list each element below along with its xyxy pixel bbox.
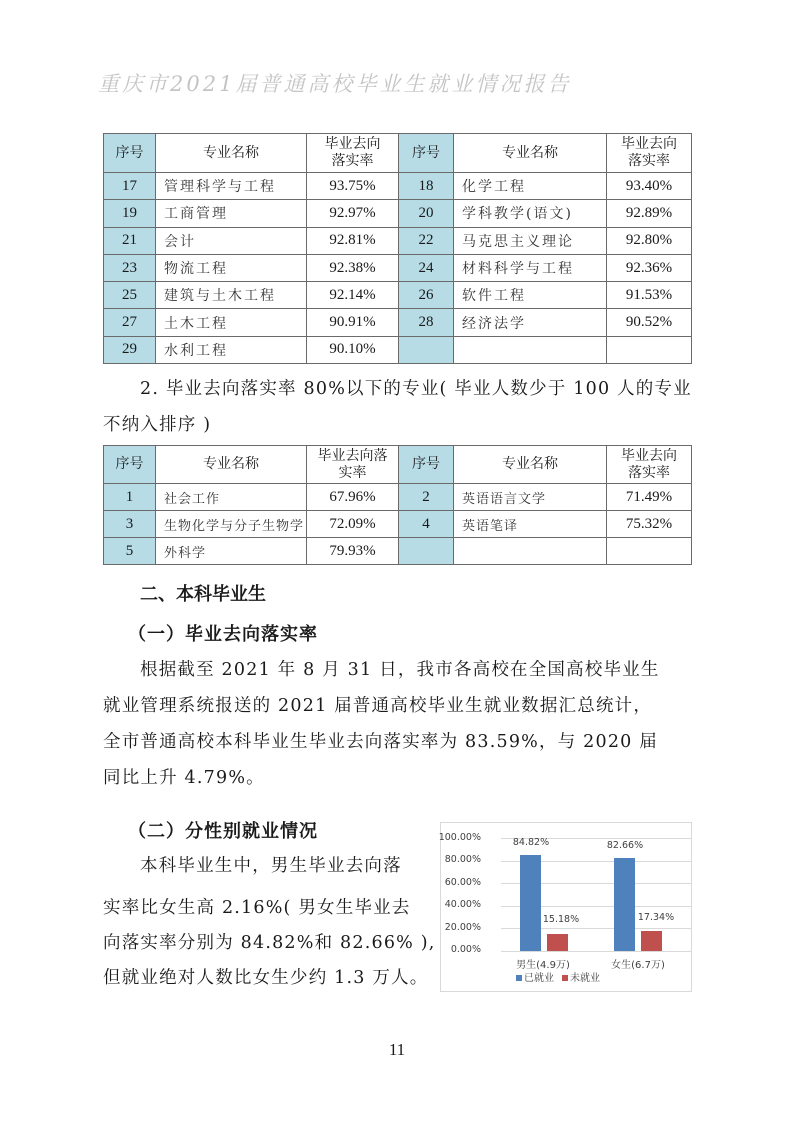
col-header-rate [607,134,692,173]
cell-rate: 90.10% [307,336,399,363]
page-number: 11 [388,1040,406,1059]
header-line: 落实率 [628,464,670,481]
col-header-seq: 序号 [104,134,156,173]
legend-item-employed [516,969,554,984]
cell-major: 会计 [156,227,307,254]
bar-female-unemployed [641,931,662,951]
data-label: 17.34% [637,912,675,923]
majors-rate-table-top [103,133,692,364]
header-line: 落实率 [628,153,670,169]
bar-female-employed [614,858,635,951]
legend-swatch-icon [516,975,522,981]
y-tick: 80.00% [444,854,481,865]
cell-major: 生物化学与分子生物学 [156,511,307,538]
legend-label: 已就业 [524,973,554,984]
section-intro-line2: 不纳入排序 ) [103,415,212,435]
table-row [104,282,692,309]
cell-major: 材料科学与工程 [454,254,607,281]
cell-major [454,538,607,565]
cell-seq: 4 [399,511,454,538]
subsection-heading-gender: （二）分性别就业情况 [128,821,318,842]
cell-seq: 18 [399,173,454,200]
x-axis-line [501,951,691,952]
col-header-seq: 序号 [399,134,454,173]
paragraph-line: 本科毕业生中，男生毕业去向落 [140,856,402,876]
cell-rate: 93.75% [307,173,399,200]
paragraph-line: 实率比女生高 2.16%( 男女生毕业去 [103,898,411,918]
cell-rate: 75.32% [607,511,692,538]
cell-major: 物流工程 [156,254,307,281]
section-intro-line1: 2. 毕业去向落实率 80%以下的专业( 毕业人数少于 100 人的专业 [140,379,692,399]
paragraph-line: 全市普通高校本科毕业生毕业去向落实率为 83.59%，与 2020 届 [103,732,658,752]
table-header-row [104,446,692,484]
table-row [104,200,692,227]
data-label: 15.18% [542,914,580,925]
col-header-seq: 序号 [104,446,156,484]
cell-major: 管理科学与工程 [156,173,307,200]
cell-major: 土木工程 [156,309,307,336]
cell-rate: 93.40% [607,173,692,200]
cell-seq: 17 [104,173,156,200]
cell-seq: 20 [399,200,454,227]
cell-rate: 91.53% [607,282,692,309]
cell-rate: 79.93% [307,538,399,565]
col-header-rate [307,134,399,173]
cell-seq: 1 [104,484,156,511]
cell-rate: 92.97% [307,200,399,227]
cell-rate: 67.96% [307,484,399,511]
cell-major: 社会工作 [156,484,307,511]
cell-rate: 92.36% [607,254,692,281]
cell-major: 建筑与土木工程 [156,282,307,309]
header-line: 实率 [338,464,367,481]
table-row [104,254,692,281]
table-row [104,484,692,511]
cell-rate: 92.81% [307,227,399,254]
cell-major: 外科学 [156,538,307,565]
cell-major: 英语笔译 [454,511,607,538]
x-category-label: 男生(4.9万) [516,960,570,971]
paragraph-line: 根据截至 2021 年 8 月 31 日，我市各高校在全国高校毕业生 [140,660,660,680]
col-header-major: 专业名称 [156,446,307,484]
table-row [104,227,692,254]
section-heading-undergrad: 二、本科毕业生 [140,584,266,605]
cell-seq [399,336,454,363]
cell-major: 软件工程 [454,282,607,309]
cell-seq: 23 [104,254,156,281]
cell-seq: 5 [104,538,156,565]
chart-legend [516,969,600,984]
cell-rate: 92.80% [607,227,692,254]
x-category-label: 女生(6.7万) [611,960,665,971]
y-tick: 40.00% [444,899,481,910]
cell-rate [607,336,692,363]
cell-seq: 28 [399,309,454,336]
cell-seq: 24 [399,254,454,281]
col-header-major: 专业名称 [156,134,307,173]
table-row [104,173,692,200]
table-row [104,538,692,565]
paragraph-line: 就业管理系统报送的 2021 届普通高校毕业生就业数据汇总统计， [103,696,653,716]
cell-seq: 22 [399,227,454,254]
cell-seq: 29 [104,336,156,363]
paragraph-line: 向落实率分别为 84.82%和 82.66% ), [103,933,436,953]
paragraph-line: 但就业绝对人数比女生少约 1.3 万人。 [103,968,429,988]
bar-male-employed [520,855,541,951]
cell-rate [607,538,692,565]
header-line: 落实率 [331,153,374,169]
cell-rate: 92.14% [307,282,399,309]
majors-below-80-table [103,445,692,565]
cell-seq: 2 [399,484,454,511]
header-line: 毕业去向 [324,136,381,152]
data-label: 82.66% [606,840,644,851]
cell-major: 经济法学 [454,309,607,336]
cell-seq: 21 [104,227,156,254]
cell-major [454,336,607,363]
cell-rate: 71.49% [607,484,692,511]
legend-item-unemployed [562,969,600,984]
cell-rate: 72.09% [307,511,399,538]
y-tick: 60.00% [444,877,481,888]
cell-seq: 27 [104,309,156,336]
cell-major: 化学工程 [454,173,607,200]
cell-seq: 3 [104,511,156,538]
header-line: 毕业去向 [621,447,677,464]
table-row [104,336,692,363]
cell-rate: 92.89% [607,200,692,227]
paragraph-line: 同比上升 4.79%。 [103,768,265,788]
running-header: 重庆市2021届普通高校毕业生就业情况报告 [98,72,572,96]
cell-major: 马克思主义理论 [454,227,607,254]
cell-major: 英语语言文学 [454,484,607,511]
header-line: 毕业去向落 [317,447,388,464]
cell-seq: 25 [104,282,156,309]
data-label: 84.82% [512,837,550,848]
y-tick: 0.00% [450,944,481,955]
legend-label: 未就业 [570,973,600,984]
gender-employment-bar-chart [440,822,692,992]
table-header-row [104,134,692,173]
cell-rate: 92.38% [307,254,399,281]
col-header-rate [307,446,399,484]
table-row [104,309,692,336]
col-header-seq: 序号 [399,446,454,484]
cell-seq: 19 [104,200,156,227]
cell-major: 水利工程 [156,336,307,363]
y-tick: 100.00% [438,832,481,843]
subsection-heading-rate: （一）毕业去向落实率 [128,624,318,645]
bar-male-unemployed [547,934,568,951]
cell-seq: 26 [399,282,454,309]
col-header-rate [607,446,692,484]
col-header-major: 专业名称 [454,446,607,484]
legend-swatch-icon [562,975,568,981]
header-line: 毕业去向 [621,136,677,152]
col-header-major: 专业名称 [454,134,607,173]
table-row [104,511,692,538]
cell-major: 工商管理 [156,200,307,227]
cell-rate: 90.91% [307,309,399,336]
cell-rate: 90.52% [607,309,692,336]
cell-seq [399,538,454,565]
cell-major: 学科教学(语文) [454,200,607,227]
y-tick: 20.00% [444,922,481,933]
